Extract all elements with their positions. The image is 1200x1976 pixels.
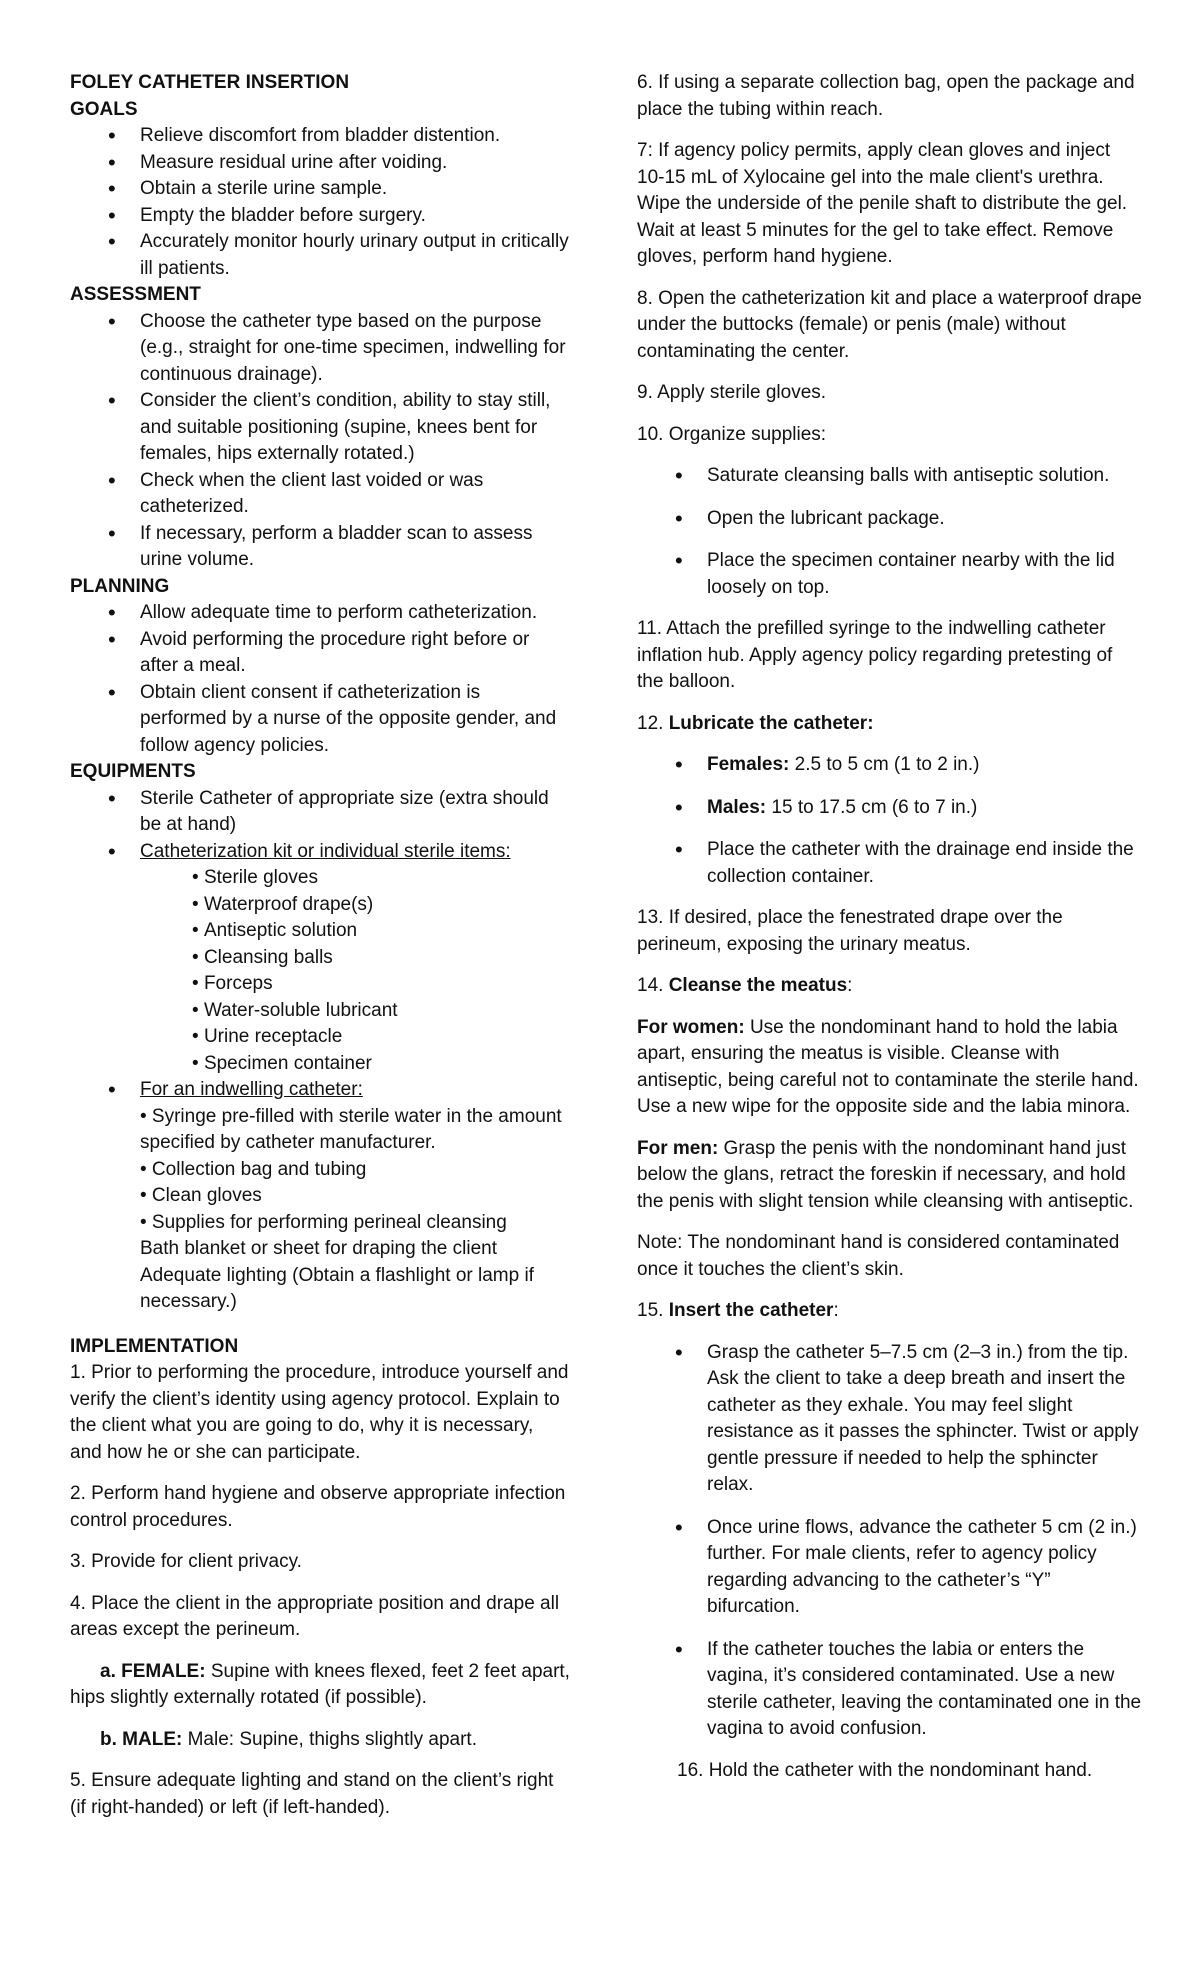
step-15-number: 15. [637, 1300, 669, 1321]
kit-item: • Specimen container [192, 1051, 570, 1078]
step-4b [70, 1727, 570, 1754]
for-men-text: Grasp the penis with the nondominant hand just below the glans, retract the foreskin if necessary, and hold the penis with slight tension while cleansing with antiseptic. [637, 1137, 1134, 1212]
list-item: • Accurately monitor hourly urinary output in critically ill patients. [140, 229, 570, 282]
indwelling-label: • For an indwelling catheter: [140, 1079, 363, 1100]
for-men-label: For men: [637, 1137, 719, 1159]
kit-item: • Antiseptic solution [192, 918, 570, 945]
indwelling-line: • Clean gloves [140, 1185, 262, 1206]
step-16: 16. Hold the catheter with the nondominant hand. [677, 1759, 1093, 1781]
left-column [70, 70, 570, 1836]
list-item: • Choose the catheter type based on the purpose (e.g., straight for one-time specimen, indwelling for continuous drainage). [140, 309, 570, 389]
list-item: • Grasp the catheter 5–7.5 cm (2–3 in.) from the tip. Ask the client to take a deep breath and insert the catheter as they exhale. You may feel slight resistance as it passes the sphincter. Twist or apply gentle pressure if needed to help the sphincter relax. [707, 1340, 1142, 1499]
list-item [140, 839, 570, 1078]
note: Note: The nondominant hand is considered contaminated once it touches the client’s skin. [637, 1232, 1120, 1280]
step-7: 7: If agency policy permits, apply clean gloves and inject 10-15 mL of Xylocaine gel into the male client's urethra. Wipe the underside of the penile shaft to distribute the gel. Wait at least 5 minutes for the gel to take effect. Remove gloves, perform hand hygiene. [637, 140, 1128, 267]
step-4b-text: Male: Supine, thighs slightly apart. [182, 1728, 477, 1750]
step-14-colon: : [847, 975, 853, 996]
equipments-list [70, 786, 570, 1316]
step-10-list [637, 463, 1142, 601]
right-column [637, 70, 1142, 1799]
indwelling-line: • Syringe pre-filled with sterile water in the amount specified by catheter manufacturer. [140, 1105, 562, 1153]
for-men [637, 1136, 1142, 1216]
step-4a [70, 1659, 570, 1712]
step-12-list [637, 752, 1142, 890]
assessment-list [70, 309, 570, 574]
females-text: 2.5 to 5 cm (1 to 2 in.) [789, 754, 980, 775]
list-item: • Consider the client’s condition, ability to stay still, and suitable positioning (supine, knees bent for females, hips externally rotated.) [140, 388, 570, 468]
step-14 [637, 973, 1142, 1000]
for-women-text: Use the nondominant hand to hold the labia apart, ensuring the meatus is visible. Cleanse with antiseptic, being careful not to contaminate the sterile hand. Use a new wipe for the opposite side and the labia minora. [637, 1016, 1139, 1117]
list-item: • Sterile Catheter of appropriate size (extra should be at hand) [140, 786, 570, 839]
list-item: • Obtain a sterile urine sample. [140, 176, 570, 203]
females-label: Females: [707, 754, 790, 775]
document-title: FOLEY CATHETER INSERTION [70, 72, 350, 93]
planning-list [70, 600, 570, 759]
step-2: 2. Perform hand hygiene and observe appropriate infection control procedures. [70, 1483, 566, 1531]
step-4: 4. Place the client in the appropriate position and drape all areas except the perineum. [70, 1592, 560, 1640]
step-3: 3. Provide for client privacy. [70, 1551, 302, 1572]
step-4b-label: b. MALE: [100, 1728, 183, 1750]
kit-items-list [140, 865, 570, 1077]
list-item: • Obtain client consent if catheterization is performed by a nurse of the opposite gender, and follow agency policies. [140, 680, 570, 760]
list-item: • Relieve discomfort from bladder distention. [140, 123, 570, 150]
kit-item: • Urine receptacle [192, 1024, 570, 1051]
step-14-label: Cleanse the meatus [668, 975, 848, 996]
assessment-heading: ASSESSMENT [70, 284, 201, 305]
for-women [637, 1015, 1142, 1121]
step-15-colon: : [833, 1300, 839, 1321]
planning-heading: PLANNING [70, 575, 170, 597]
list-item [140, 1077, 570, 1316]
list-item: • Allow adequate time to perform catheterization. [140, 600, 570, 627]
goals-list [70, 123, 570, 282]
step-5: 5. Ensure adequate lighting and stand on the client’s right (if right-handed) or left (if left-handed). [70, 1770, 554, 1818]
indwelling-line: Adequate lighting (Obtain a flashlight or lamp if necessary.) [140, 1264, 534, 1312]
step-11: 11. Attach the prefilled syringe to the indwelling catheter inflation hub. Apply agency policy regarding pretesting of the balloon. [637, 618, 1113, 692]
goals-heading: GOALS [70, 98, 138, 120]
males-label: Males: [707, 796, 767, 818]
list-item: • Check when the client last voided or was catheterized. [140, 468, 570, 521]
step-1: 1. Prior to performing the procedure, introduce yourself and verify the client’s identity using agency protocol. Explain to the client what you are going to do, why it is necessary, and how he or she can participate. [70, 1362, 569, 1463]
step-15-list [637, 1340, 1142, 1743]
for-women-label: For women: [637, 1016, 745, 1038]
step-12 [637, 711, 1142, 738]
step-8: 8. Open the catheterization kit and place a waterproof drape under the buttocks (female) or penis (male) without contaminating the center. [637, 287, 1142, 362]
list-item: • If the catheter touches the labia or enters the vagina, it’s considered contaminated. Use a new sterile catheter, leaving the contaminated one in the vagina to avoid confusion. [707, 1637, 1142, 1743]
list-item: • Open the lubricant package. [707, 506, 1142, 533]
step-13: 13. If desired, place the fenestrated drape over the perineum, exposing the urinary meatus. [637, 907, 1063, 955]
equipments-heading: EQUIPMENTS [70, 761, 196, 782]
kit-label: Catheterization kit or individual sterile items: [140, 840, 511, 862]
list-item: • Once urine flows, advance the catheter 5 cm (2 in.) further. For male clients, refer to agency policy regarding advancing to the catheter’s “Y” bifurcation. [707, 1515, 1142, 1621]
step-10: 10. Organize supplies: [637, 423, 827, 445]
list-item: • Saturate cleansing balls with antiseptic solution. [707, 463, 1142, 490]
step-4a-text: Supine with knees flexed, feet 2 feet apart, hips slightly externally rotated (if possible). [70, 1660, 570, 1708]
kit-item: • Water-soluble lubricant [192, 998, 570, 1025]
step-12-label: Lubricate the catheter: [668, 712, 874, 734]
kit-item: • Cleansing balls [192, 945, 570, 972]
indwelling-line: • Collection bag and tubing [140, 1158, 367, 1180]
kit-item: • Waterproof drape(s) [192, 892, 570, 919]
list-item: • If necessary, perform a bladder scan to assess urine volume. [140, 521, 570, 574]
step-12-number: 12. [637, 712, 669, 734]
step-9: 9. Apply sterile gloves. [637, 382, 827, 403]
step-4a-label: a. FEMALE: [100, 1660, 206, 1682]
males-text: 15 to 17.5 cm (6 to 7 in.) [766, 796, 978, 818]
list-item [707, 752, 1142, 779]
list-item: • Avoid performing the procedure right before or after a meal. [140, 627, 570, 680]
step-14-number: 14. [637, 975, 669, 996]
indwelling-line: • Supplies for performing perineal cleansing [140, 1211, 507, 1233]
indwelling-line: Bath blanket or sheet for draping the client [140, 1238, 498, 1259]
list-item: • Measure residual urine after voiding. [140, 150, 570, 177]
list-item: • Empty the bladder before surgery. [140, 203, 570, 230]
list-item: • Place the catheter with the drainage end inside the collection container. [707, 837, 1142, 890]
implementation-heading: IMPLEMENTATION [70, 1335, 239, 1357]
step-15 [637, 1298, 1142, 1325]
list-item [707, 795, 1142, 822]
list-item: • Place the specimen container nearby with the lid loosely on top. [707, 548, 1142, 601]
step-6: 6. If using a separate collection bag, open the package and place the tubing within reach. [637, 72, 1135, 120]
step-15-label: Insert the catheter [668, 1300, 834, 1321]
kit-item: • Forceps [192, 971, 570, 998]
kit-item: • Sterile gloves [192, 865, 570, 892]
